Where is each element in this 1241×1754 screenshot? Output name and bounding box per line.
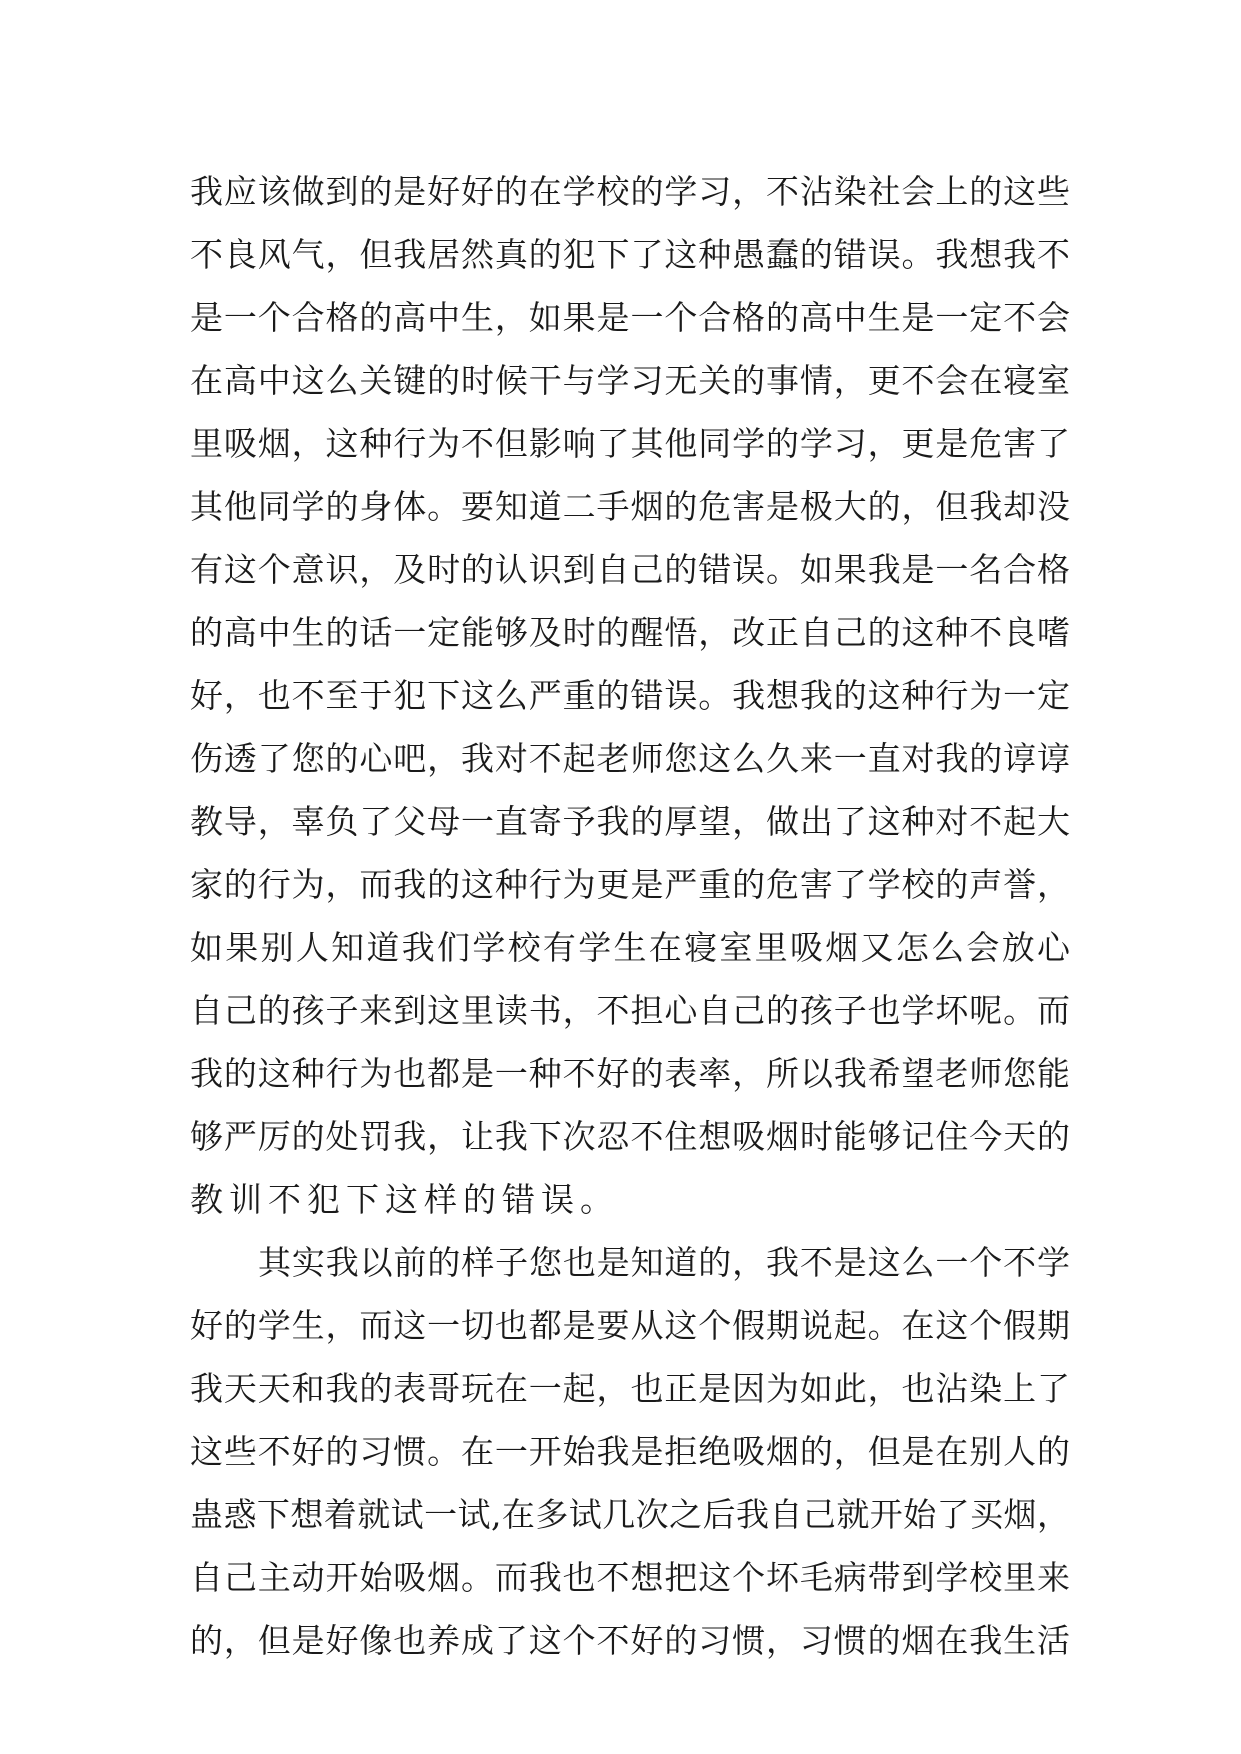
document-body	[190, 160, 1070, 1672]
text-line: 蛊惑下想着就试一试,在多试几次之后我自己就开始了买烟，	[190, 1495, 1070, 1534]
text-line: 好的学生，而这一切也都是要从这个假期说起。在这个假期	[190, 1306, 1070, 1345]
text-line: 其实我以前的样子您也是知道的，我不是这么一个不学	[258, 1243, 1070, 1282]
text-line: 够严厉的处罚我，让我下次忍不住想吸烟时能够记住今天的	[190, 1117, 1070, 1156]
text-line: 我应该做到的是好好的在学校的学习，不沾染社会上的这些	[190, 172, 1070, 211]
text-line: 其他同学的身体。要知道二手烟的危害是极大的，但我却没	[190, 487, 1070, 526]
text-line: 自己的孩子来到这里读书，不担心自己的孩子也学坏呢。而	[190, 991, 1070, 1030]
text-line: 好，也不至于犯下这么严重的错误。我想我的这种行为一定	[190, 676, 1070, 715]
text-line: 教导，辜负了父母一直寄予我的厚望，做出了这种对不起大	[190, 802, 1070, 841]
text-line: 这些不好的习惯。在一开始我是拒绝吸烟的，但是在别人的	[190, 1432, 1070, 1471]
paragraph-1	[190, 160, 1070, 1231]
paragraph-2	[190, 1231, 1070, 1672]
text-line: 如果别人知道我们学校有学生在寝室里吸烟又怎么会放心	[190, 928, 1070, 967]
text-line: 的，但是好像也养成了这个不好的习惯，习惯的烟在我生活	[190, 1621, 1070, 1660]
text-line: 的高中生的话一定能够及时的醒悟，改正自己的这种不良嗜	[190, 613, 1070, 652]
text-line: 我天天和我的表哥玩在一起，也正是因为如此，也沾染上了	[190, 1369, 1070, 1408]
text-line: 是一个合格的高中生，如果是一个合格的高中生是一定不会	[190, 298, 1070, 337]
text-line: 自己主动开始吸烟。而我也不想把这个坏毛病带到学校里来	[190, 1558, 1070, 1597]
text-line: 在高中这么关键的时候干与学习无关的事情，更不会在寝室	[190, 361, 1070, 400]
text-line: 伤透了您的心吧，我对不起老师您这么久来一直对我的谆谆	[190, 739, 1070, 778]
text-line: 教训不犯下这样的错误。	[190, 1180, 619, 1219]
text-line: 里吸烟，这种行为不但影响了其他同学的学习，更是危害了	[190, 424, 1070, 463]
text-line: 家的行为，而我的这种行为更是严重的危害了学校的声誉，	[190, 865, 1070, 904]
text-line: 我的这种行为也都是一种不好的表率，所以我希望老师您能	[190, 1054, 1070, 1093]
text-line: 有这个意识，及时的认识到自己的错误。如果我是一名合格	[190, 550, 1070, 589]
text-line: 不良风气，但我居然真的犯下了这种愚蠢的错误。我想我不	[190, 235, 1070, 274]
